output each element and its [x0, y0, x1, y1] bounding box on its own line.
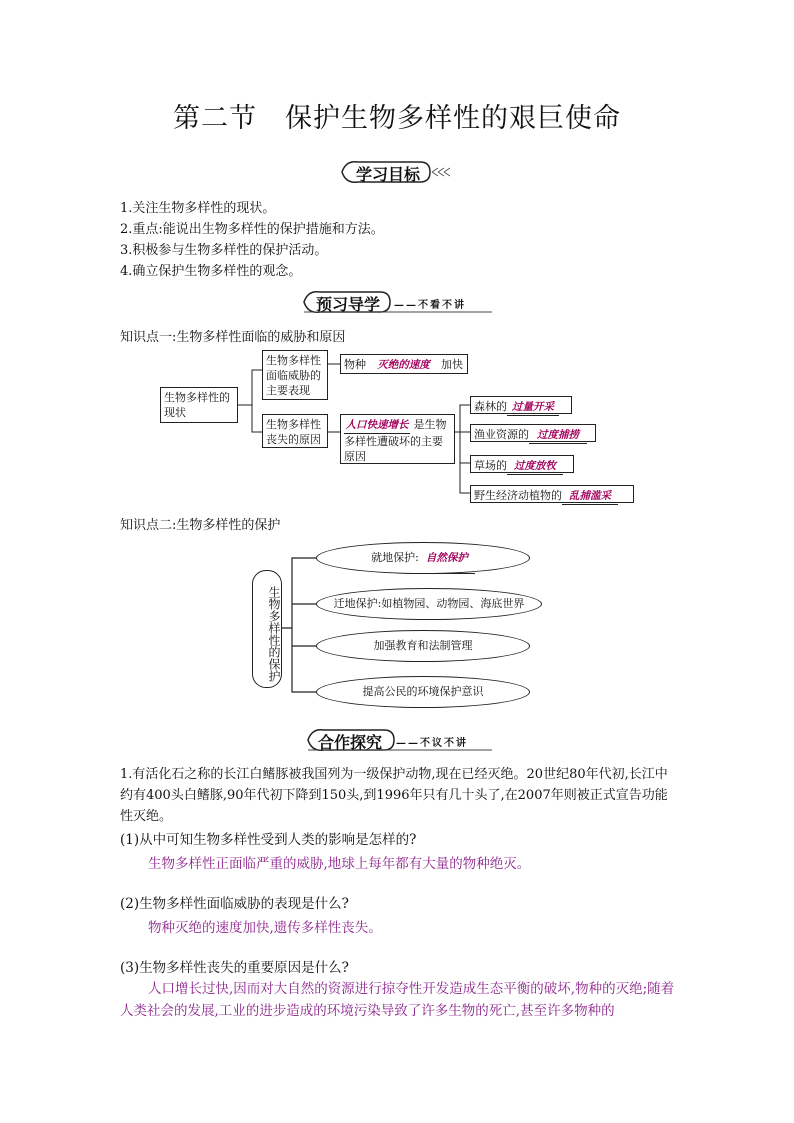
page-title: 第二节 保护生物多样性的艰巨使命	[173, 103, 621, 134]
leaf-blank: 过量开采	[507, 400, 559, 416]
kp1-root: 生物多样性的现状	[164, 391, 230, 419]
leaf-blank: 乱捕滥采	[562, 489, 618, 505]
kp2-title: 知识点二:生物多样性的保护	[120, 518, 281, 533]
kp2-item-insitu	[316, 542, 530, 574]
explore-header	[304, 726, 504, 754]
oval-prefix: 就地保护:	[371, 551, 419, 564]
kp1-cause-suffix: 是生物多样性遭破坏的主要原因	[344, 418, 447, 463]
goal-item: 2.重点:能说出生物多样性的保护措施和方法。	[120, 222, 384, 237]
question-2: (2)生物多样性面临威胁的表现是什么?	[120, 896, 349, 912]
preview-tail: ——不看不讲	[394, 300, 466, 311]
kp2-item-awareness	[316, 676, 530, 708]
kp2-root-box	[252, 570, 282, 688]
leaf-prefix: 野生经济动植物的	[474, 489, 562, 502]
kp2-root: 生物多样性的保护	[267, 586, 281, 682]
question-1: (1)从中可知生物多样性受到人类的影响是怎样的?	[120, 832, 417, 848]
goal-item: 1.关注生物多样性的现状。	[120, 201, 276, 216]
kp2-item-education	[316, 630, 530, 662]
kp1-cause-blank: 人口快速增长	[344, 418, 410, 434]
oval-text: 迁地保护:如植物园、动物园、海底世界	[333, 597, 525, 610]
question-3: (3)生物多样性丧失的重要原因是什么?	[120, 960, 349, 976]
answer-2: 物种灭绝的速度加快,遗传多样性丧失。	[148, 920, 382, 936]
leaf-blank: 过度放牧	[507, 459, 563, 475]
kp1-loss: 生物多样性丧失的原因	[266, 418, 321, 446]
oval-text: 加强教育和法制管理	[373, 639, 473, 652]
kp2-item-exsitu	[316, 588, 542, 620]
goals-heading: 学习目标	[356, 165, 421, 184]
oval-blank: 自然保护	[419, 543, 475, 574]
kp1-title: 知识点一:生物多样性面临的威胁和原因	[120, 330, 346, 345]
kp1-threat-suffix: 加快	[441, 358, 463, 371]
kp1-threat-prefix: 物种	[344, 358, 366, 371]
goal-item: 4.确立保护生物多样性的观念。	[120, 264, 302, 279]
answer-1: 生物多样性正面临严重的威胁,地球上每年都有大量的物种绝灭。	[148, 856, 531, 872]
goal-item: 3.积极参与生物多样性的保护活动。	[120, 243, 328, 258]
answer-3: 人口增长过快,因而对大自然的资源进行掠夺性开发造成生态平衡的破坏,物种的灭绝;随着人类社会的发展,工业的进步造成的环境污染导致了许多生物的死亡,甚至许多物种的	[120, 981, 675, 1019]
leaf-prefix: 渔业资源的	[474, 428, 529, 441]
explore-tail: ——不议不讲	[396, 738, 468, 749]
leaf-prefix: 森林的	[474, 400, 507, 413]
leaf-blank: 过度捕捞	[529, 428, 587, 444]
kp1-threat-blank: 灭绝的速度	[370, 358, 438, 374]
leaf-prefix: 草场的	[474, 459, 507, 472]
explore-intro: 1.有活化石之称的长江白鳍豚被我国列为一级保护动物,现在已经灭绝。20世纪80年代初,长江中约有400头白鳍豚,90年代初下降到150头,到1996年只有几十头了,在2007年则被正式宣告功能性灭绝。	[120, 767, 668, 824]
kp1-threat: 生物多样性面临威胁的主要表现	[266, 354, 321, 397]
oval-text: 提高公民的环境保护意识	[362, 685, 484, 698]
explore-heading: 合作探究	[318, 733, 383, 752]
preview-heading: 预习导学	[316, 295, 381, 314]
